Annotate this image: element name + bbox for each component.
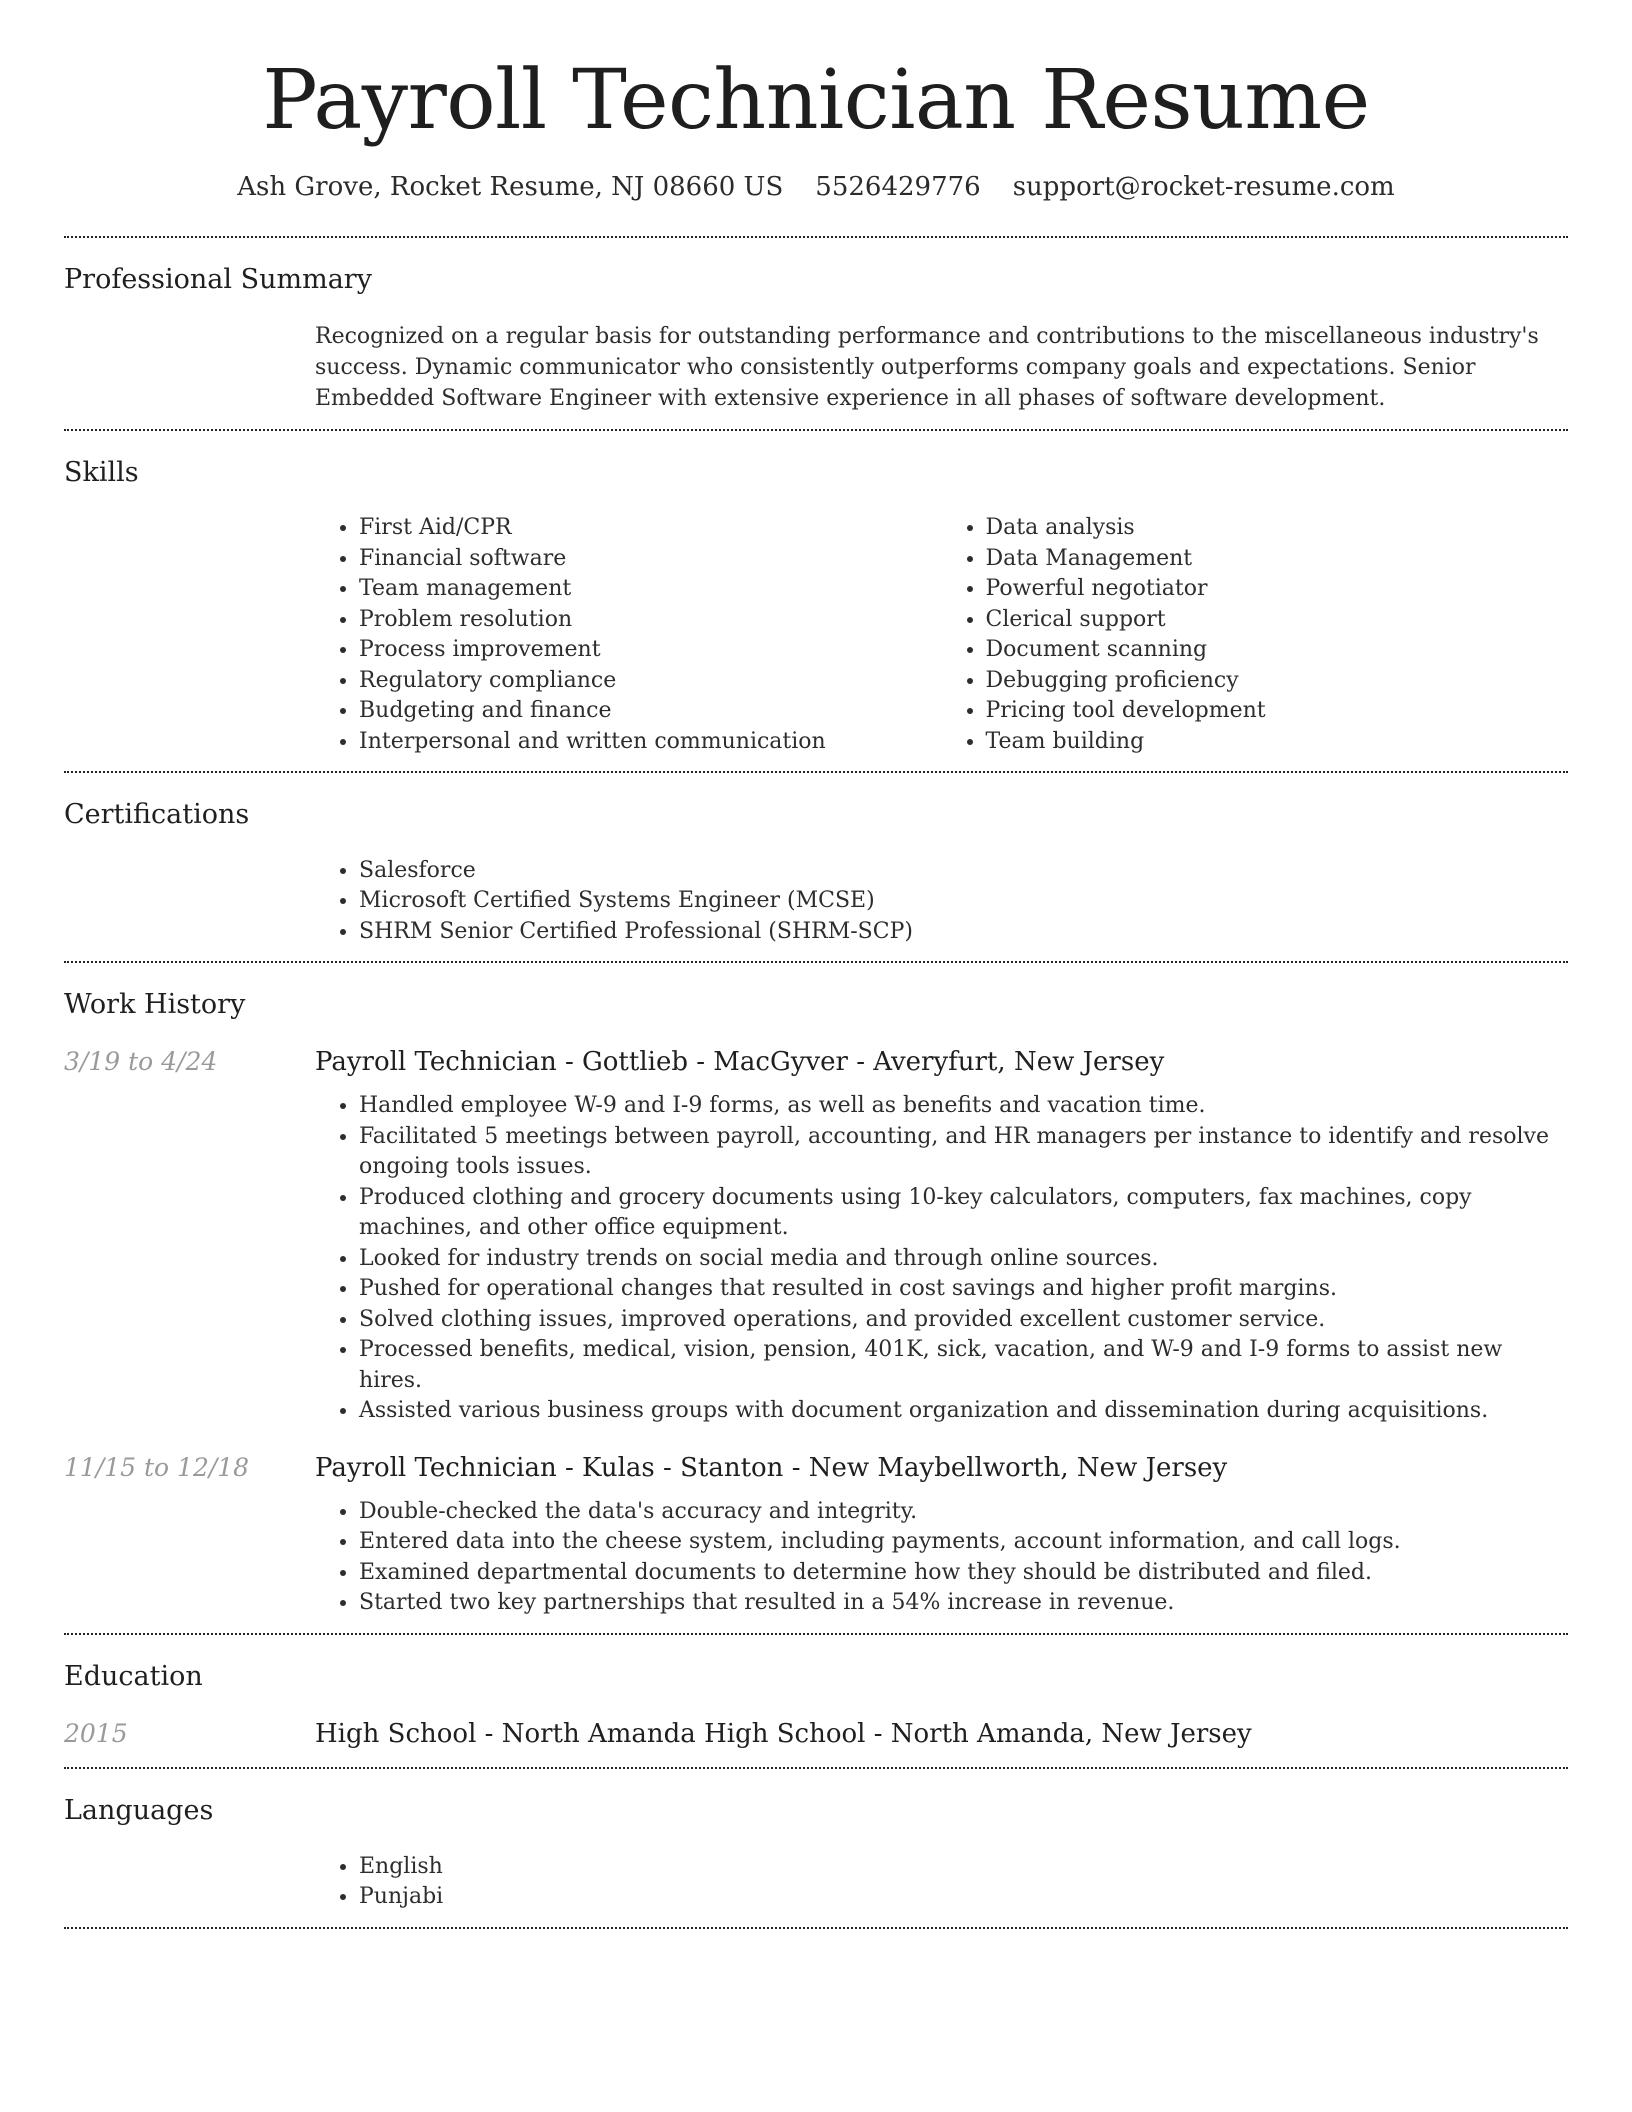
list-item: • Team building — [986, 727, 1569, 758]
skills-list-right — [942, 513, 1569, 757]
resume-header — [0, 0, 1632, 202]
list-item: • Document scanning — [986, 635, 1569, 666]
section-title-education: Education — [64, 1660, 203, 1692]
job-dates: 3/19 to 4/24 — [64, 1047, 218, 1077]
job-title: Payroll Technician - Gottlieb - MacGyver - Averyfurt, New Jersey — [315, 1047, 1165, 1078]
education-entry: High School - North Amanda High School - North Amanda, New Jersey — [315, 1719, 1252, 1750]
list-item: • Data Management — [986, 544, 1569, 575]
contact-line — [0, 172, 1632, 202]
education-year: 2015 — [64, 1719, 128, 1749]
job-dates: 11/15 to 12/18 — [64, 1452, 250, 1482]
bottom-divider — [64, 1927, 1568, 1929]
list-item: • Produced clothing and grocery documents using 10-key calculators, computers, fax machines, copy machines, and other office equipment. — [359, 1183, 1568, 1244]
skills-section — [64, 429, 1568, 771]
list-item: • Pushed for operational changes that resulted in cost savings and higher profit margins. — [359, 1274, 1568, 1305]
list-item: • Problem resolution — [359, 605, 942, 636]
list-item: • Regulatory compliance — [359, 666, 942, 697]
list-item: • SHRM Senior Certified Professional (SHRM-SCP) — [359, 917, 1568, 948]
job-bullets-list — [315, 1091, 1568, 1427]
list-item: • Processed benefits, medical, vision, pension, 401K, sick, vacation, and W-9 and I-9 forms to assist new hires. — [359, 1335, 1568, 1396]
list-item: • Process improvement — [359, 635, 942, 666]
list-item: • Examined departmental documents to determine how they should be distributed and filed. — [359, 1558, 1568, 1589]
list-item: • Looked for industry trends on social media and through online sources. — [359, 1244, 1568, 1275]
job-title: Payroll Technician - Kulas - Stanton - New Maybellworth, New Jersey — [315, 1452, 1228, 1483]
section-title-skills: Skills — [64, 456, 139, 488]
certifications-list — [315, 856, 1568, 948]
list-item: • Handled employee W-9 and I-9 forms, as well as benefits and vacation time. — [359, 1091, 1568, 1122]
address-text: Ash Grove, Rocket Resume, NJ 08660 US — [237, 172, 784, 203]
list-item: • Powerful negotiator — [986, 574, 1569, 605]
section-title-certifications: Certifications — [64, 799, 250, 831]
job-entry — [64, 1453, 1568, 1633]
summary-section — [64, 236, 1568, 413]
list-item: • Facilitated 5 meetings between payroll, accounting, and HR managers per instance to identify and resolve ongoing tools issues. — [359, 1122, 1568, 1183]
list-item: • Assisted various business groups with document organization and dissemination during acquisitions. — [359, 1396, 1568, 1427]
list-item: • Interpersonal and written communication — [359, 727, 942, 758]
languages-list — [315, 1852, 1568, 1913]
list-item: • Entered data into the cheese system, including payments, account information, and call logs. — [359, 1527, 1568, 1558]
languages-section — [64, 1767, 1568, 1926]
list-item: • Pricing tool development — [986, 696, 1569, 727]
list-item: • English — [359, 1852, 1568, 1883]
list-item: • Microsoft Certified Systems Engineer (MCSE) — [359, 886, 1568, 917]
education-section — [64, 1633, 1568, 1767]
list-item: • Clerical support — [986, 605, 1569, 636]
list-item: • First Aid/CPR — [359, 513, 942, 544]
section-title-work: Work History — [64, 989, 246, 1021]
phone-text: 5526429776 — [815, 172, 981, 203]
list-item: • Debugging proficiency — [986, 666, 1569, 697]
list-item: • Financial software — [359, 544, 942, 575]
certifications-section — [64, 771, 1568, 961]
work-history-section — [64, 961, 1568, 1633]
section-title-languages: Languages — [64, 1795, 214, 1827]
list-item: • Double-checked the data's accuracy and integrity. — [359, 1497, 1568, 1528]
list-item: • Punjabi — [359, 1882, 1568, 1913]
page-title: Payroll Technician Resume — [262, 53, 1370, 148]
list-item: • Data analysis — [986, 513, 1569, 544]
job-bullets-list — [315, 1497, 1568, 1619]
job-entry — [64, 1047, 1568, 1427]
list-item: • Budgeting and finance — [359, 696, 942, 727]
email-text: support@rocket-resume.com — [1012, 172, 1395, 203]
list-item: • Team management — [359, 574, 942, 605]
list-item: • Salesforce — [359, 856, 1568, 887]
list-item: • Solved clothing issues, improved operations, and provided excellent customer service. — [359, 1305, 1568, 1336]
list-item: • Started two key partnerships that resulted in a 54% increase in revenue. — [359, 1588, 1568, 1619]
section-title-summary: Professional Summary — [64, 264, 372, 296]
summary-text: Recognized on a regular basis for outstanding performance and contributions to the miscellaneous industry's success. Dynamic communicator who consistently outperforms company goals and expectations. Senior Embedded Software Engineer with extensive experience in all phases of software development. — [315, 323, 1539, 411]
skills-list-left — [315, 513, 942, 757]
